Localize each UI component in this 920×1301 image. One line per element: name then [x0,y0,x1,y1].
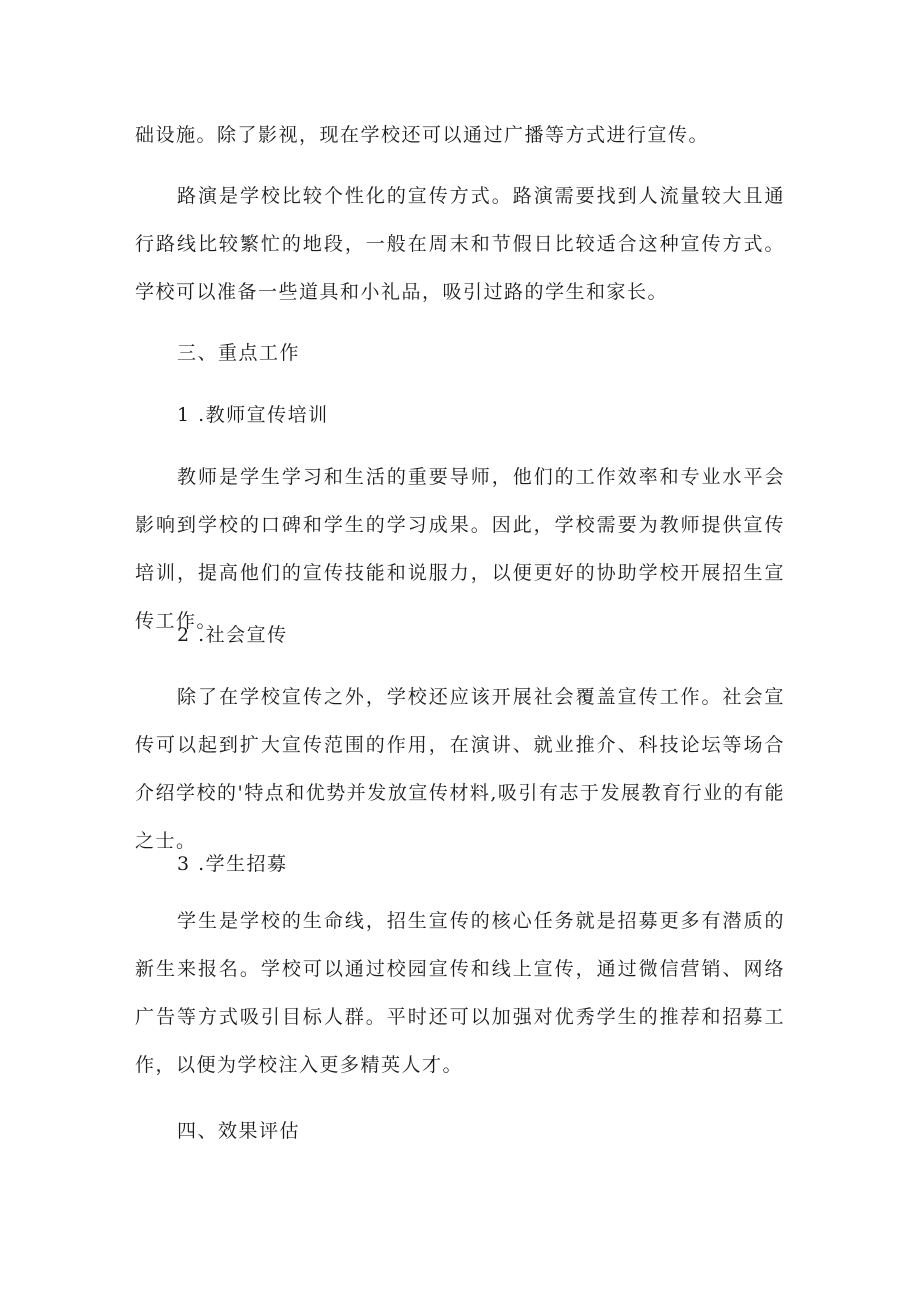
section-heading-evaluation: 四、效果评估 [177,1120,301,1142]
paragraph-social-publicity: 除了在学校宣传之外，学校还应该开展社会覆盖宣传工作。社会宣传可以起到扩大宣传范围的作用，在演讲、就业推介、科技论坛等场合介绍学校的'特点和优势并发放宣传材料,吸引有志于发展教育行业的有能之士。 [135,686,785,852]
subheading-social-publicity: 2 .社会宣传 [177,624,288,646]
paragraph-student-recruitment: 学生是学校的生命线，招生宣传的核心任务就是招募更多有潜质的新生来报名。学校可以通过校园宣传和线上宣传，通过微信营销、网络广告等方式吸引目标人群。平时还可以加强对优秀学生的推荐和招募工作，以便为学校注入更多精英人才。 [135,910,785,1076]
section-heading-key-work: 三、重点工作 [177,342,301,364]
subheading-teacher-training: 1 .教师宣传培训 [177,404,329,426]
paragraph-broadcast: 础设施。除了影视，现在学校还可以通过广播等方式进行宣传。 [135,124,710,146]
paragraph-roadshow: 路演是学校比较个性化的宣传方式。路演需要找到人流量较大且通行路线比较繁忙的地段，一般在周末和节假日比较适合这种宣传方式。学校可以准备一些道具和小礼品，吸引过路的学生和家长。 [135,185,785,303]
subheading-student-recruitment: 3 .学生招募 [177,853,288,875]
paragraph-teacher-training: 教师是学生学习和生活的重要导师，他们的工作效率和专业水平会影响到学校的口碑和学生的学习成果。因此，学校需要为教师提供宣传培训，提高他们的宣传技能和说服力，以便更好的协助学校开展招生宣传工作。 [135,466,785,632]
